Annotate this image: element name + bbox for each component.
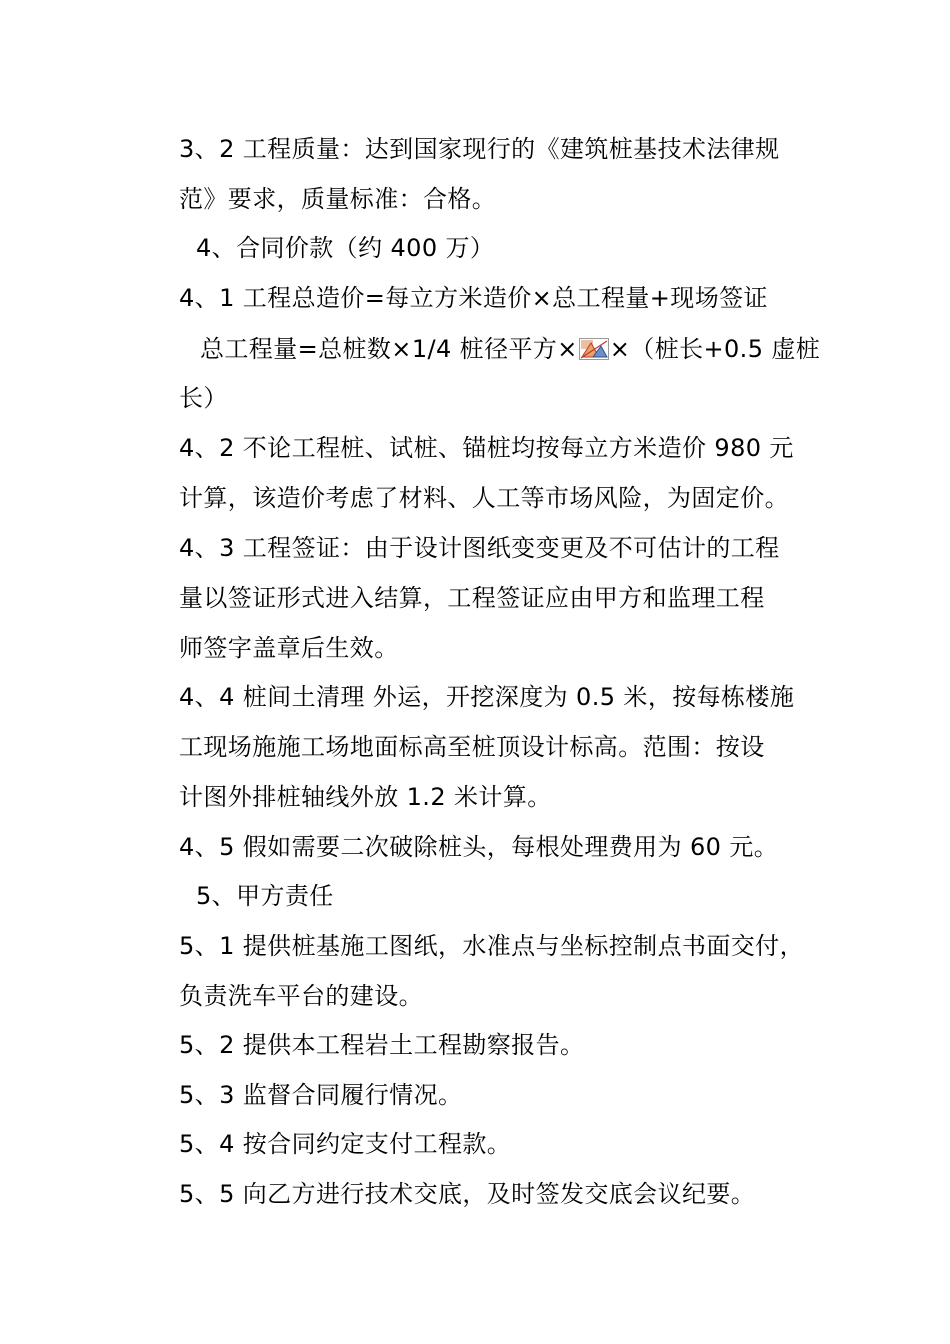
paragraph-4-4-line-1: 4、4 桩间土清理 外运，开挖深度为 0.5 米，按每栋楼施 xyxy=(179,683,795,711)
paragraph-4-5: 4、5 假如需要二次破除桩头，每根处理费用为 60 元。 xyxy=(179,833,779,861)
paragraph-4-4-line-3: 计图外排桩轴线外放 1.2 米计算。 xyxy=(179,783,552,811)
paragraph-5-3: 5、3 监督合同履行情况。 xyxy=(179,1081,463,1109)
paragraph-4-1-line-1: 4、1 工程总造价=每立方米造价×总工程量+现场签证 xyxy=(179,284,768,312)
formula-text-part-2: ×（桩长+0.5 虚桩 xyxy=(609,335,821,363)
paragraph-4-3-line-1: 4、3 工程签证：由于设计图纸变变更及不可估计的工程 xyxy=(179,534,780,562)
paragraph-3-2-line-1: 3、2 工程质量：达到国家现行的《建筑桩基技术法律规 xyxy=(179,135,780,163)
formula-text-part-1: 总工程量=总桩数×1/4 桩径平方× xyxy=(200,335,578,363)
paragraph-4-3-line-2: 量以签证形式进入结算，工程签证应由甲方和监理工程 xyxy=(179,584,765,612)
paragraph-4-2-line-1: 4、2 不论工程桩、试桩、锚桩均按每立方米造价 980 元 xyxy=(179,434,794,462)
paragraph-5-5: 5、5 向乙方进行技术交底，及时签发交底会议纪要。 xyxy=(179,1180,756,1208)
paragraph-4-4-line-2: 工现场施施工场地面标高至桩顶设计标高。范围：按设 xyxy=(179,733,765,761)
paragraph-5-2: 5、2 提供本工程岩土工程勘察报告。 xyxy=(179,1031,585,1059)
paragraph-4-1-line-3: 长） xyxy=(179,384,228,412)
paragraph-5-4: 5、4 按合同约定支付工程款。 xyxy=(179,1130,512,1158)
pi-symbol-image xyxy=(579,338,609,360)
paragraph-3-2-line-2: 范》要求，质量标准：合格。 xyxy=(179,185,497,213)
paragraph-5-1-line-2: 负责洗车平台的建设。 xyxy=(179,982,423,1010)
paragraph-4-1-formula-line xyxy=(200,333,840,365)
paragraph-4-2-line-2: 计算，该造价考虑了材料、人工等市场风险，为固定价。 xyxy=(179,484,789,512)
paragraph-4-3-line-3: 师签字盖章后生效。 xyxy=(179,634,399,662)
paragraph-5-1-line-1: 5、1 提供桩基施工图纸，水准点与坐标控制点书面交付， xyxy=(179,932,804,960)
section-4-heading: 4、合同价款（约 400 万） xyxy=(196,234,495,262)
section-5-heading: 5、甲方责任 xyxy=(196,882,334,910)
